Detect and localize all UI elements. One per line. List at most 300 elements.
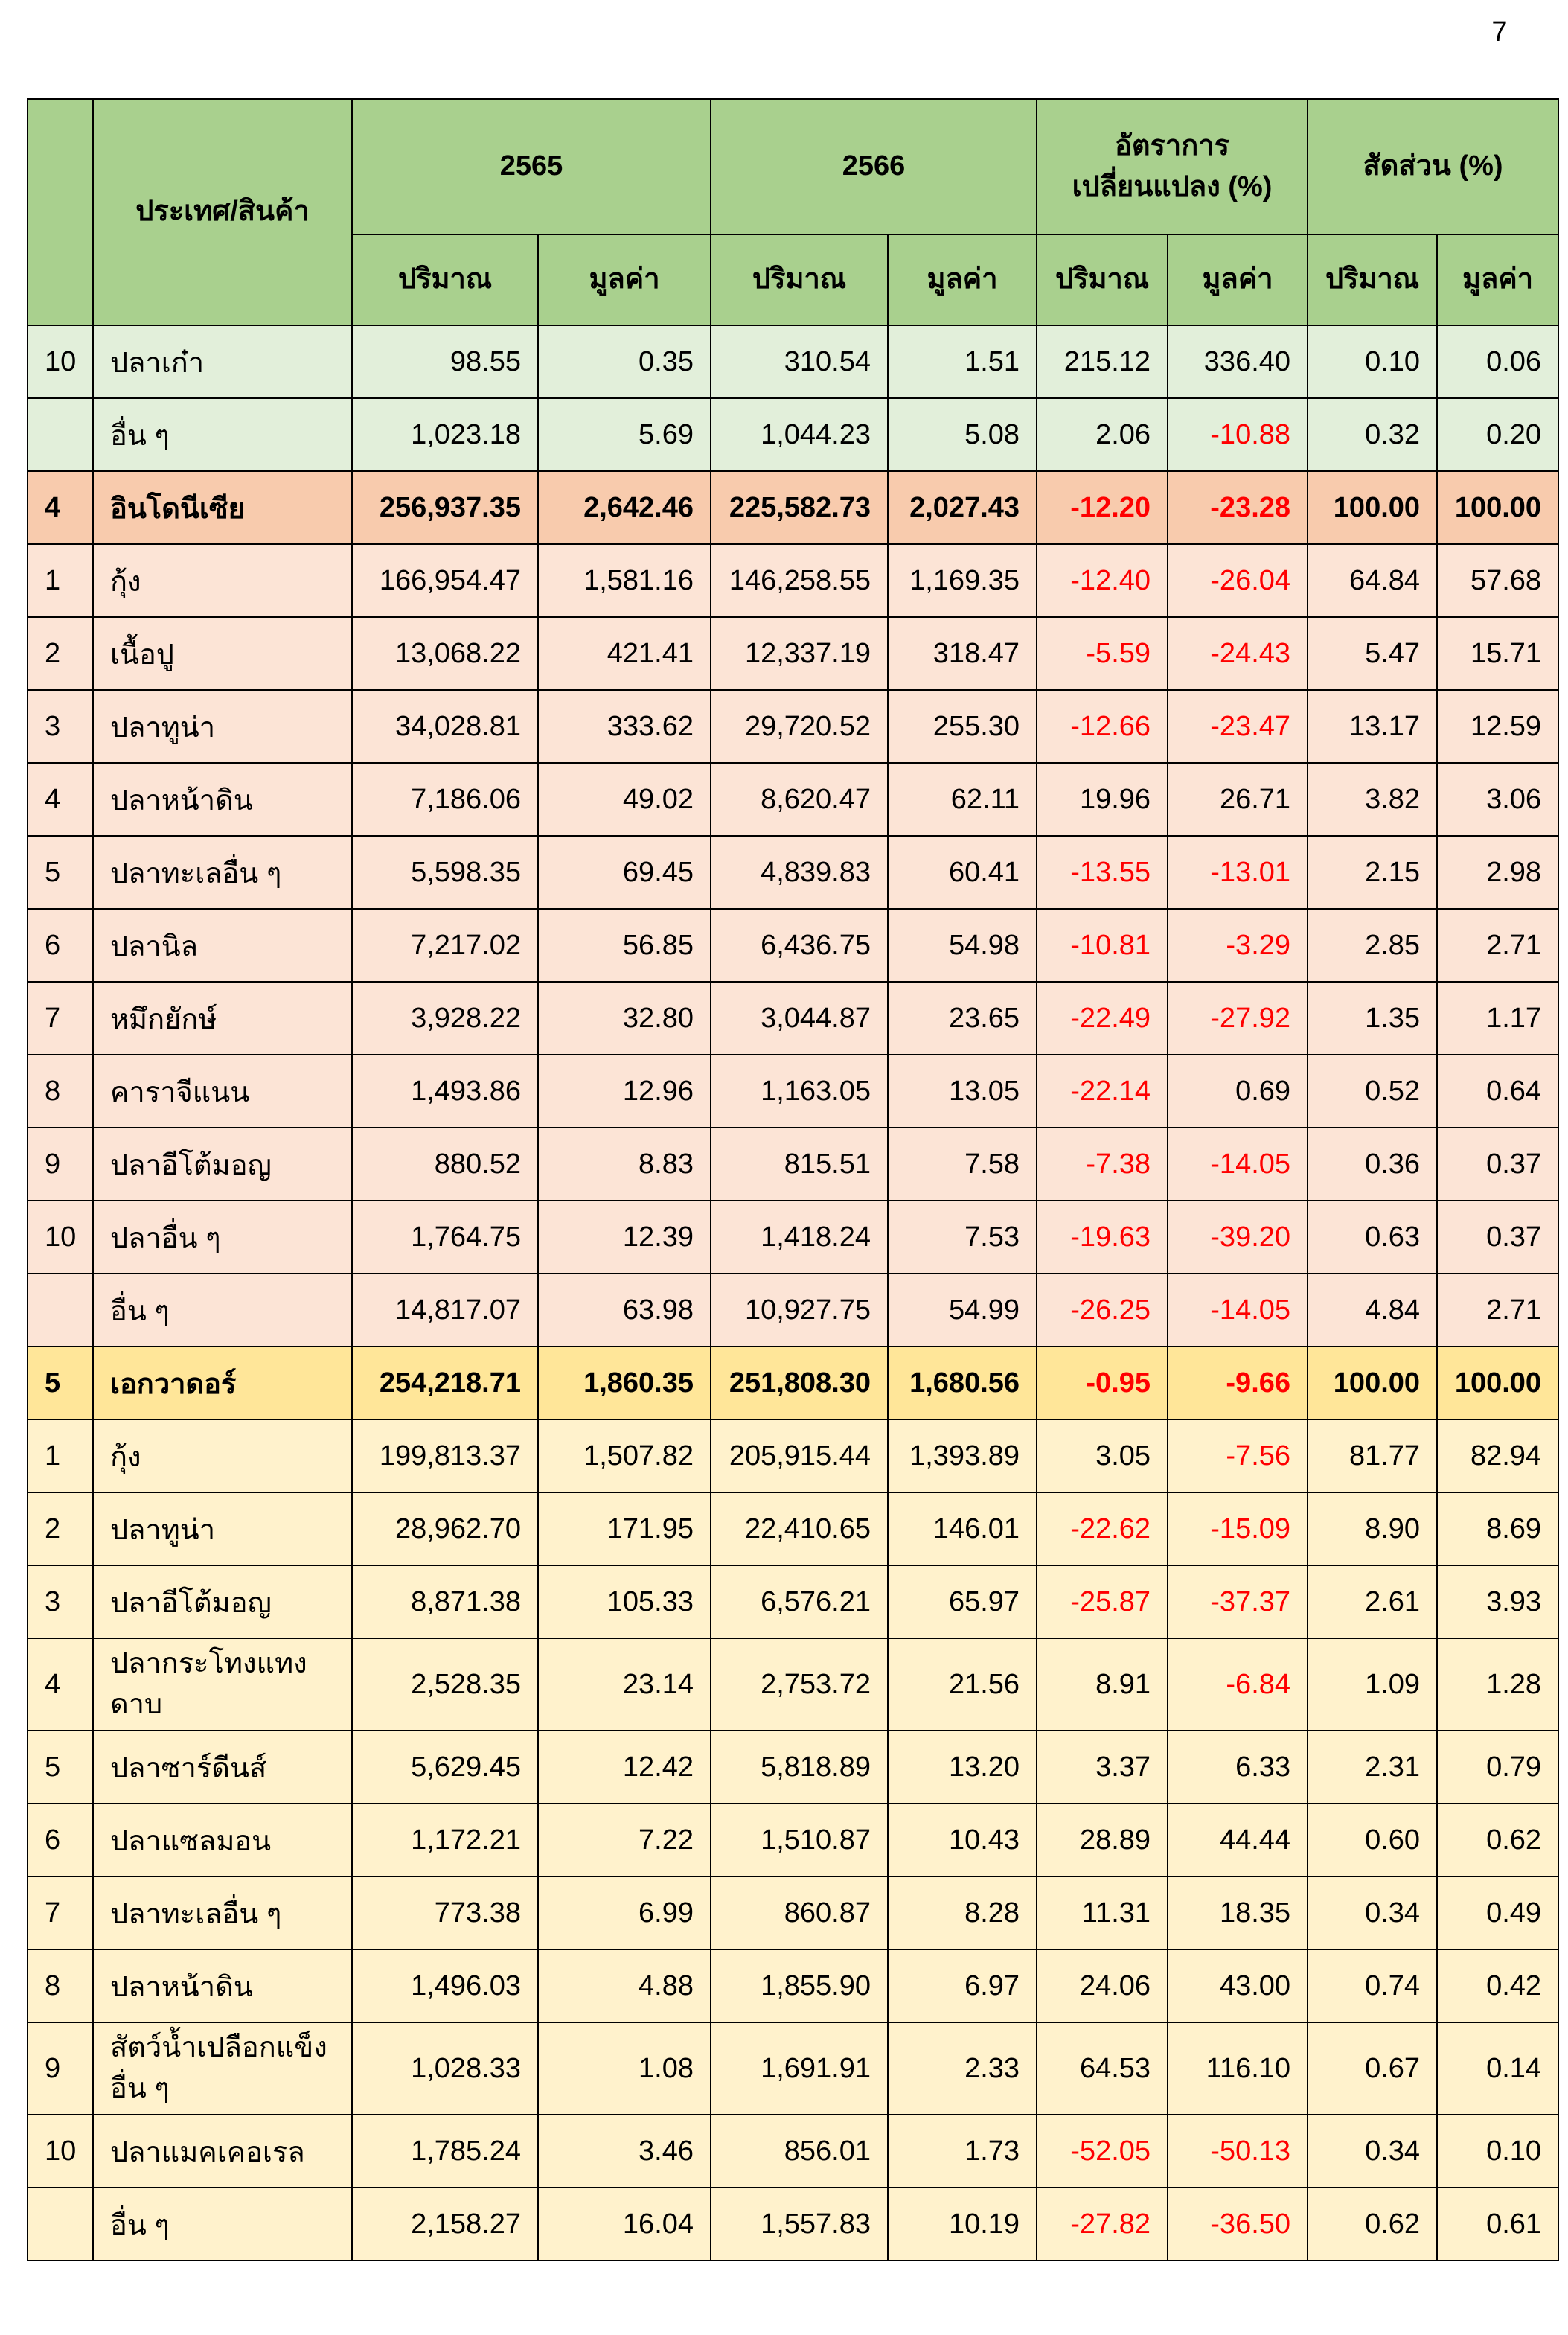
cell-value-change: -37.37	[1168, 1565, 1308, 1638]
table-row	[28, 1731, 1558, 1804]
cell-value-change: -13.01	[1168, 836, 1308, 909]
cell-quantity-share: 2.61	[1308, 1565, 1437, 1638]
cell-quantity-2566: 6,576.21	[711, 1565, 888, 1638]
cell-quantity-change: -25.87	[1037, 1565, 1168, 1638]
cell-index: 10	[28, 2115, 93, 2188]
cell-quantity-2565: 773.38	[352, 1876, 538, 1949]
cell-value-share: 0.10	[1437, 2115, 1558, 2188]
cell-quantity-share: 0.32	[1308, 398, 1437, 471]
table-row	[28, 617, 1558, 690]
cell-name: ปลาทะเลอื่น ๆ	[93, 1876, 352, 1949]
cell-quantity-2565: 34,028.81	[352, 690, 538, 763]
cell-index: 9	[28, 1128, 93, 1201]
cell-value-share: 2.98	[1437, 836, 1558, 909]
table-row	[28, 2022, 1558, 2115]
cell-quantity-change: 3.37	[1037, 1731, 1168, 1804]
cell-quantity-2565: 1,493.86	[352, 1055, 538, 1128]
table-row	[28, 544, 1558, 617]
cell-quantity-2566: 29,720.52	[711, 690, 888, 763]
cell-name: กุ้ง	[93, 1419, 352, 1492]
cell-name: ปลาทะเลอื่น ๆ	[93, 836, 352, 909]
cell-value-share: 0.79	[1437, 1731, 1558, 1804]
cell-value-share: 1.17	[1437, 982, 1558, 1055]
cell-name: อินโดนีเซีย	[93, 471, 352, 544]
cell-index: 2	[28, 1492, 93, 1565]
cell-index: 4	[28, 763, 93, 836]
cell-value-share: 0.42	[1437, 1949, 1558, 2022]
cell-name: ปลาอีโต้มอญ	[93, 1128, 352, 1201]
cell-value-change: -23.28	[1168, 471, 1308, 544]
cell-quantity-share: 0.74	[1308, 1949, 1437, 2022]
cell-quantity-2566: 856.01	[711, 2115, 888, 2188]
cell-name: ปลาอีโต้มอญ	[93, 1565, 352, 1638]
table-row	[28, 982, 1558, 1055]
cell-quantity-share: 0.10	[1308, 325, 1437, 398]
cell-quantity-2566: 5,818.89	[711, 1731, 888, 1804]
cell-value-share: 15.71	[1437, 617, 1558, 690]
cell-quantity-2565: 2,158.27	[352, 2188, 538, 2261]
cell-value-2565: 69.45	[538, 836, 711, 909]
table-row	[28, 836, 1558, 909]
cell-quantity-2566: 1,418.24	[711, 1201, 888, 1274]
cell-value-change: -23.47	[1168, 690, 1308, 763]
cell-value-2565: 16.04	[538, 2188, 711, 2261]
cell-value-2565: 12.39	[538, 1201, 711, 1274]
cell-quantity-2565: 13,068.22	[352, 617, 538, 690]
cell-quantity-2566: 4,839.83	[711, 836, 888, 909]
cell-quantity-2565: 199,813.37	[352, 1419, 538, 1492]
cell-quantity-2566: 1,044.23	[711, 398, 888, 471]
cell-quantity-share: 0.67	[1308, 2022, 1437, 2115]
cell-quantity-2566: 815.51	[711, 1128, 888, 1201]
cell-value-share: 0.37	[1437, 1128, 1558, 1201]
cell-quantity-2565: 2,528.35	[352, 1638, 538, 1731]
cell-index	[28, 2188, 93, 2261]
table-row	[28, 1492, 1558, 1565]
cell-value-2566: 10.43	[888, 1804, 1037, 1876]
cell-value-2565: 2,642.46	[538, 471, 711, 544]
cell-value-change: 18.35	[1168, 1876, 1308, 1949]
export-data-table	[27, 98, 1559, 2261]
cell-quantity-share: 5.47	[1308, 617, 1437, 690]
cell-index: 4	[28, 471, 93, 544]
cell-quantity-change: 19.96	[1037, 763, 1168, 836]
cell-name: กุ้ง	[93, 544, 352, 617]
cell-quantity-2566: 1,691.91	[711, 2022, 888, 2115]
cell-value-change: 43.00	[1168, 1949, 1308, 2022]
cell-value-change: -14.05	[1168, 1274, 1308, 1347]
cell-name: ปลานิล	[93, 909, 352, 982]
cell-value-2566: 1,393.89	[888, 1419, 1037, 1492]
table-row	[28, 398, 1558, 471]
cell-value-2566: 60.41	[888, 836, 1037, 909]
cell-quantity-2565: 1,028.33	[352, 2022, 538, 2115]
cell-quantity-share: 100.00	[1308, 471, 1437, 544]
cell-quantity-change: -26.25	[1037, 1274, 1168, 1347]
cell-index: 8	[28, 1949, 93, 2022]
cell-value-change: -39.20	[1168, 1201, 1308, 1274]
table-row	[28, 1638, 1558, 1731]
cell-quantity-2565: 28,962.70	[352, 1492, 538, 1565]
header-quantity-share: ปริมาณ	[1308, 234, 1437, 325]
cell-quantity-2566: 1,557.83	[711, 2188, 888, 2261]
cell-quantity-change: -12.20	[1037, 471, 1168, 544]
cell-name: เอกวาดอร์	[93, 1347, 352, 1419]
cell-value-change: -10.88	[1168, 398, 1308, 471]
cell-index: 6	[28, 1804, 93, 1876]
cell-name: ปลาอื่น ๆ	[93, 1201, 352, 1274]
cell-quantity-2565: 254,218.71	[352, 1347, 538, 1419]
cell-value-2566: 13.05	[888, 1055, 1037, 1128]
cell-quantity-2566: 146,258.55	[711, 544, 888, 617]
cell-quantity-change: -12.40	[1037, 544, 1168, 617]
cell-value-share: 0.61	[1437, 2188, 1558, 2261]
cell-value-change: 44.44	[1168, 1804, 1308, 1876]
cell-value-change: -6.84	[1168, 1638, 1308, 1731]
cell-name: คาราจีแนน	[93, 1055, 352, 1128]
cell-name: อื่น ๆ	[93, 2188, 352, 2261]
cell-quantity-share: 2.15	[1308, 836, 1437, 909]
cell-quantity-2566: 205,915.44	[711, 1419, 888, 1492]
cell-value-share: 0.14	[1437, 2022, 1558, 2115]
cell-name: ปลาแซลมอน	[93, 1804, 352, 1876]
cell-value-share: 100.00	[1437, 471, 1558, 544]
cell-value-2566: 65.97	[888, 1565, 1037, 1638]
cell-name: ปลากระโทงแทง ดาบ	[93, 1638, 352, 1731]
cell-value-2566: 54.99	[888, 1274, 1037, 1347]
cell-value-2565: 4.88	[538, 1949, 711, 2022]
cell-quantity-2566: 860.87	[711, 1876, 888, 1949]
cell-value-2565: 49.02	[538, 763, 711, 836]
cell-value-change: -9.66	[1168, 1347, 1308, 1419]
cell-value-2565: 1.08	[538, 2022, 711, 2115]
cell-value-2566: 2,027.43	[888, 471, 1037, 544]
cell-quantity-share: 0.34	[1308, 1876, 1437, 1949]
cell-value-share: 2.71	[1437, 1274, 1558, 1347]
cell-name: ปลาหน้าดิน	[93, 1949, 352, 2022]
table-row	[28, 1274, 1558, 1347]
cell-quantity-share: 8.90	[1308, 1492, 1437, 1565]
cell-quantity-2566: 22,410.65	[711, 1492, 888, 1565]
cell-value-2565: 1,860.35	[538, 1347, 711, 1419]
cell-quantity-2566: 225,582.73	[711, 471, 888, 544]
cell-value-2565: 63.98	[538, 1274, 711, 1347]
cell-quantity-change: -22.14	[1037, 1055, 1168, 1128]
cell-quantity-2565: 3,928.22	[352, 982, 538, 1055]
cell-value-share: 0.62	[1437, 1804, 1558, 1876]
cell-index: 5	[28, 1347, 93, 1419]
cell-value-change: 336.40	[1168, 325, 1308, 398]
cell-index: 9	[28, 2022, 93, 2115]
cell-value-share: 0.49	[1437, 1876, 1558, 1949]
table-row	[28, 2188, 1558, 2261]
cell-value-change: -36.50	[1168, 2188, 1308, 2261]
cell-quantity-2565: 7,217.02	[352, 909, 538, 982]
cell-value-2566: 8.28	[888, 1876, 1037, 1949]
cell-value-2565: 333.62	[538, 690, 711, 763]
header-change-rate	[1037, 99, 1308, 234]
cell-value-change: 116.10	[1168, 2022, 1308, 2115]
cell-quantity-change: 8.91	[1037, 1638, 1168, 1731]
cell-quantity-2565: 7,186.06	[352, 763, 538, 836]
cell-value-2566: 2.33	[888, 2022, 1037, 2115]
table-row	[28, 1128, 1558, 1201]
cell-value-2565: 421.41	[538, 617, 711, 690]
header-value-2566: มูลค่า	[888, 234, 1037, 325]
cell-quantity-change: -27.82	[1037, 2188, 1168, 2261]
table-row	[28, 2115, 1558, 2188]
cell-quantity-change: 2.06	[1037, 398, 1168, 471]
cell-value-2566: 23.65	[888, 982, 1037, 1055]
cell-quantity-change: 24.06	[1037, 1949, 1168, 2022]
cell-index: 10	[28, 325, 93, 398]
cell-name: ปลาเก๋า	[93, 325, 352, 398]
cell-value-change: 0.69	[1168, 1055, 1308, 1128]
cell-quantity-share: 0.60	[1308, 1804, 1437, 1876]
cell-index: 8	[28, 1055, 93, 1128]
cell-quantity-share: 0.63	[1308, 1201, 1437, 1274]
table-row	[28, 909, 1558, 982]
page-number: 7	[1491, 16, 1508, 48]
cell-value-2565: 12.96	[538, 1055, 711, 1128]
table-row	[28, 690, 1558, 763]
cell-name: ปลาทูน่า	[93, 690, 352, 763]
cell-quantity-change: -13.55	[1037, 836, 1168, 909]
cell-value-2565: 56.85	[538, 909, 711, 982]
cell-quantity-share: 0.36	[1308, 1128, 1437, 1201]
cell-value-2565: 8.83	[538, 1128, 711, 1201]
cell-value-2566: 5.08	[888, 398, 1037, 471]
cell-index: 10	[28, 1201, 93, 1274]
cell-value-share: 82.94	[1437, 1419, 1558, 1492]
cell-quantity-share: 100.00	[1308, 1347, 1437, 1419]
cell-quantity-share: 4.84	[1308, 1274, 1437, 1347]
cell-index: 1	[28, 1419, 93, 1492]
cell-name: เนื้อปู	[93, 617, 352, 690]
cell-name: ปลาแมคเคอเรล	[93, 2115, 352, 2188]
cell-name: สัตว์น้ำเปลือกแข็ง อื่น ๆ	[93, 2022, 352, 2115]
cell-value-2565: 32.80	[538, 982, 711, 1055]
cell-quantity-2566: 251,808.30	[711, 1347, 888, 1419]
cell-quantity-share: 1.35	[1308, 982, 1437, 1055]
cell-index: 5	[28, 836, 93, 909]
cell-quantity-2565: 1,764.75	[352, 1201, 538, 1274]
cell-value-share: 0.06	[1437, 325, 1558, 398]
cell-value-2565: 5.69	[538, 398, 711, 471]
cell-value-share: 57.68	[1437, 544, 1558, 617]
cell-index: 3	[28, 690, 93, 763]
cell-quantity-2565: 5,629.45	[352, 1731, 538, 1804]
cell-value-2566: 62.11	[888, 763, 1037, 836]
cell-quantity-2565: 8,871.38	[352, 1565, 538, 1638]
cell-value-2565: 3.46	[538, 2115, 711, 2188]
cell-value-2566: 255.30	[888, 690, 1037, 763]
cell-quantity-share: 1.09	[1308, 1638, 1437, 1731]
cell-quantity-change: -52.05	[1037, 2115, 1168, 2188]
cell-value-2566: 1,680.56	[888, 1347, 1037, 1419]
cell-value-change: -3.29	[1168, 909, 1308, 982]
cell-quantity-change: -19.63	[1037, 1201, 1168, 1274]
cell-value-change: -7.56	[1168, 1419, 1308, 1492]
cell-quantity-share: 13.17	[1308, 690, 1437, 763]
cell-quantity-2566: 310.54	[711, 325, 888, 398]
cell-value-share: 0.64	[1437, 1055, 1558, 1128]
cell-value-2565: 105.33	[538, 1565, 711, 1638]
cell-value-2566: 1.73	[888, 2115, 1037, 2188]
cell-value-2566: 54.98	[888, 909, 1037, 982]
cell-value-2565: 1,581.16	[538, 544, 711, 617]
cell-name: หมึกยักษ์	[93, 982, 352, 1055]
cell-index: 1	[28, 544, 93, 617]
cell-quantity-2565: 14,817.07	[352, 1274, 538, 1347]
cell-quantity-change: -22.62	[1037, 1492, 1168, 1565]
cell-quantity-change: -0.95	[1037, 1347, 1168, 1419]
cell-value-change: 26.71	[1168, 763, 1308, 836]
cell-value-2566: 21.56	[888, 1638, 1037, 1731]
cell-quantity-share: 3.82	[1308, 763, 1437, 836]
cell-value-share: 100.00	[1437, 1347, 1558, 1419]
table-row	[28, 1419, 1558, 1492]
cell-value-share: 8.69	[1437, 1492, 1558, 1565]
table-row	[28, 1949, 1558, 2022]
cell-quantity-share: 0.62	[1308, 2188, 1437, 2261]
cell-name: อื่น ๆ	[93, 1274, 352, 1347]
cell-value-change: -26.04	[1168, 544, 1308, 617]
cell-quantity-share: 0.34	[1308, 2115, 1437, 2188]
cell-quantity-change: 215.12	[1037, 325, 1168, 398]
cell-name: ปลาหน้าดิน	[93, 763, 352, 836]
cell-value-2566: 10.19	[888, 2188, 1037, 2261]
header-change-rate-text: อัตราการ เปลี่ยนแปลง (%)	[1072, 130, 1273, 202]
header-share: สัดส่วน (%)	[1308, 99, 1558, 234]
cell-quantity-change: 64.53	[1037, 2022, 1168, 2115]
cell-value-2566: 146.01	[888, 1492, 1037, 1565]
cell-value-change: -24.43	[1168, 617, 1308, 690]
header-quantity-2566: ปริมาณ	[711, 234, 888, 325]
table-row	[28, 471, 1558, 544]
cell-index: 2	[28, 617, 93, 690]
cell-quantity-2565: 1,172.21	[352, 1804, 538, 1876]
cell-quantity-2565: 1,023.18	[352, 398, 538, 471]
header-value-2565: มูลค่า	[538, 234, 711, 325]
cell-quantity-2565: 880.52	[352, 1128, 538, 1201]
cell-index	[28, 1274, 93, 1347]
table-row	[28, 1201, 1558, 1274]
cell-quantity-change: 11.31	[1037, 1876, 1168, 1949]
cell-value-change: -14.05	[1168, 1128, 1308, 1201]
cell-quantity-2565: 5,598.35	[352, 836, 538, 909]
cell-value-share: 1.28	[1437, 1638, 1558, 1731]
table-row	[28, 1565, 1558, 1638]
cell-value-2566: 1.51	[888, 325, 1037, 398]
cell-quantity-2566: 6,436.75	[711, 909, 888, 982]
cell-value-2566: 6.97	[888, 1949, 1037, 2022]
cell-quantity-change: 3.05	[1037, 1419, 1168, 1492]
cell-index	[28, 398, 93, 471]
cell-quantity-2565: 166,954.47	[352, 544, 538, 617]
cell-quantity-share: 2.85	[1308, 909, 1437, 982]
cell-value-share: 0.20	[1437, 398, 1558, 471]
cell-index: 4	[28, 1638, 93, 1731]
cell-quantity-change: -22.49	[1037, 982, 1168, 1055]
cell-quantity-2565: 98.55	[352, 325, 538, 398]
cell-quantity-2566: 12,337.19	[711, 617, 888, 690]
cell-value-2565: 6.99	[538, 1876, 711, 1949]
cell-value-2566: 13.20	[888, 1731, 1037, 1804]
cell-value-change: -50.13	[1168, 2115, 1308, 2188]
cell-quantity-change: -10.81	[1037, 909, 1168, 982]
cell-value-2566: 318.47	[888, 617, 1037, 690]
header-quantity-2565: ปริมาณ	[352, 234, 538, 325]
cell-quantity-2565: 256,937.35	[352, 471, 538, 544]
table-row	[28, 1055, 1558, 1128]
cell-value-share: 3.06	[1437, 763, 1558, 836]
cell-value-change: 6.33	[1168, 1731, 1308, 1804]
cell-quantity-change: 28.89	[1037, 1804, 1168, 1876]
cell-value-2566: 1,169.35	[888, 544, 1037, 617]
cell-value-2566: 7.58	[888, 1128, 1037, 1201]
header-year-2565: 2565	[352, 99, 711, 234]
cell-value-2565: 171.95	[538, 1492, 711, 1565]
cell-value-change: -15.09	[1168, 1492, 1308, 1565]
header-country-product: ประเทศ/สินค้า	[93, 99, 352, 325]
cell-value-2565: 12.42	[538, 1731, 711, 1804]
cell-name: ปลาซาร์ดีนส์	[93, 1731, 352, 1804]
cell-quantity-change: -5.59	[1037, 617, 1168, 690]
cell-quantity-share: 81.77	[1308, 1419, 1437, 1492]
cell-quantity-2566: 1,510.87	[711, 1804, 888, 1876]
table-body	[28, 325, 1558, 2261]
header-year-2566: 2566	[711, 99, 1037, 234]
table-row	[28, 1347, 1558, 1419]
table-row	[28, 1876, 1558, 1949]
cell-index: 6	[28, 909, 93, 982]
cell-quantity-2566: 3,044.87	[711, 982, 888, 1055]
cell-quantity-2565: 1,496.03	[352, 1949, 538, 2022]
cell-value-2565: 7.22	[538, 1804, 711, 1876]
header-index	[28, 99, 93, 325]
table-row	[28, 1804, 1558, 1876]
cell-value-share: 2.71	[1437, 909, 1558, 982]
cell-value-2565: 1,507.82	[538, 1419, 711, 1492]
table-row	[28, 763, 1558, 836]
cell-quantity-2565: 1,785.24	[352, 2115, 538, 2188]
cell-index: 7	[28, 1876, 93, 1949]
cell-quantity-share: 0.52	[1308, 1055, 1437, 1128]
cell-quantity-2566: 1,855.90	[711, 1949, 888, 2022]
cell-value-share: 12.59	[1437, 690, 1558, 763]
cell-quantity-2566: 1,163.05	[711, 1055, 888, 1128]
cell-index: 7	[28, 982, 93, 1055]
cell-value-2565: 23.14	[538, 1638, 711, 1731]
cell-quantity-share: 2.31	[1308, 1731, 1437, 1804]
cell-value-2566: 7.53	[888, 1201, 1037, 1274]
cell-value-share: 3.93	[1437, 1565, 1558, 1638]
header-value-share: มูลค่า	[1437, 234, 1558, 325]
table-row	[28, 325, 1558, 398]
cell-index: 5	[28, 1731, 93, 1804]
cell-value-share: 0.37	[1437, 1201, 1558, 1274]
cell-value-change: -27.92	[1168, 982, 1308, 1055]
cell-value-2565: 0.35	[538, 325, 711, 398]
cell-quantity-share: 64.84	[1308, 544, 1437, 617]
cell-name: ปลาทูน่า	[93, 1492, 352, 1565]
header-value-change: มูลค่า	[1168, 234, 1308, 325]
cell-quantity-2566: 8,620.47	[711, 763, 888, 836]
cell-quantity-2566: 10,927.75	[711, 1274, 888, 1347]
cell-name: อื่น ๆ	[93, 398, 352, 471]
cell-quantity-change: -12.66	[1037, 690, 1168, 763]
